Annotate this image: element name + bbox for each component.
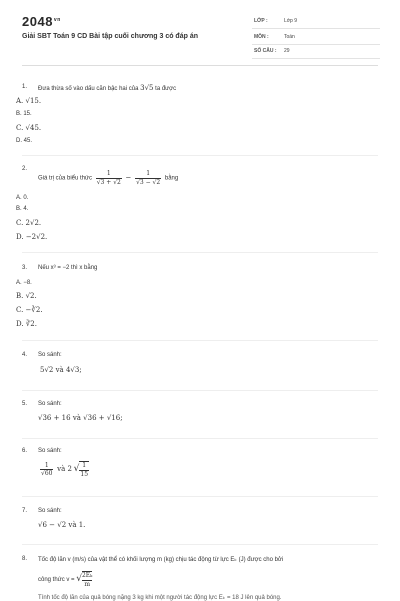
q3-option-b[interactable]: B. √2.: [16, 292, 37, 300]
q6-expression: $\frac{1}{√60}$ và 2 √ $\frac{1}{15}$: [41, 461, 89, 478]
q2-option-d[interactable]: D. −2√2.: [16, 233, 48, 241]
q3-option-c[interactable]: C. −∛2.: [16, 306, 43, 314]
meta-class: LỚP : Lớp 9: [252, 14, 380, 29]
question-separator: [22, 544, 378, 545]
q8-formula-fraction: $\frac{\text{2Eₖ}}{m}$: [81, 572, 93, 588]
meta-subject: MÔN : Toán: [252, 30, 380, 45]
q2-option-a[interactable]: A. 0.: [16, 195, 29, 201]
q3-option-d[interactable]: D. ∛2.: [16, 320, 37, 328]
question-separator: [22, 340, 378, 341]
page-header: [0, 0, 400, 62]
question-separator: [22, 390, 378, 391]
q1-option-b[interactable]: B. 15.: [16, 111, 32, 117]
q1-option-d[interactable]: D. 45.: [16, 138, 33, 144]
q3-option-a[interactable]: A. −8.: [16, 280, 32, 286]
q1-option-c[interactable]: C. √45.: [16, 124, 42, 132]
q5-expression: √36 + 16 và √36 + √16;: [38, 414, 123, 422]
q7-expression: √6 − √2 và 1.: [38, 521, 86, 529]
q6-fraction-2: $\frac{1}{15}$: [80, 462, 89, 478]
q2-option-b[interactable]: B. 4.: [16, 206, 29, 212]
question-separator: [22, 496, 378, 497]
q6-fraction-1: $\frac{1}{√60}$: [41, 461, 53, 477]
question-separator: [22, 155, 378, 156]
q2-fraction-2: $\frac{1}{√3 - √2}$: [136, 170, 161, 186]
q1-option-a[interactable]: A. √15.: [16, 97, 42, 105]
page-title: Giải SBT Toán 9 CD Bài tập cuối chương 3 có đáp án: [22, 33, 198, 40]
q2-fraction-1: $\frac{1}{√3 + √2}$: [96, 170, 121, 186]
q4-expression: 5√2 và 4√3;: [40, 366, 82, 374]
site-logo[interactable]: $2048^{vn}$: [22, 14, 61, 29]
question-separator: [22, 438, 378, 439]
q2-option-c[interactable]: C. 2√2.: [16, 219, 42, 227]
q8-text-cut: Tính tốc độ lăn của quả bóng nặng 3 kg khi một người tác động lực Eₖ = 18 J lên quả bóng.: [38, 595, 282, 601]
q8-formula: công thức v = √ $\frac{\text{2Eₖ}}{m}$: [38, 572, 93, 588]
question-2-text: Giá trị của biểu thức $\frac{1}{√3 + √2}$ − $\frac{1}{√3 - √2}$ bằng: [38, 170, 179, 186]
meta-question-count: SỐ CÂU : 29: [252, 44, 380, 59]
header-divider: [22, 65, 378, 66]
question-separator: [22, 252, 378, 253]
